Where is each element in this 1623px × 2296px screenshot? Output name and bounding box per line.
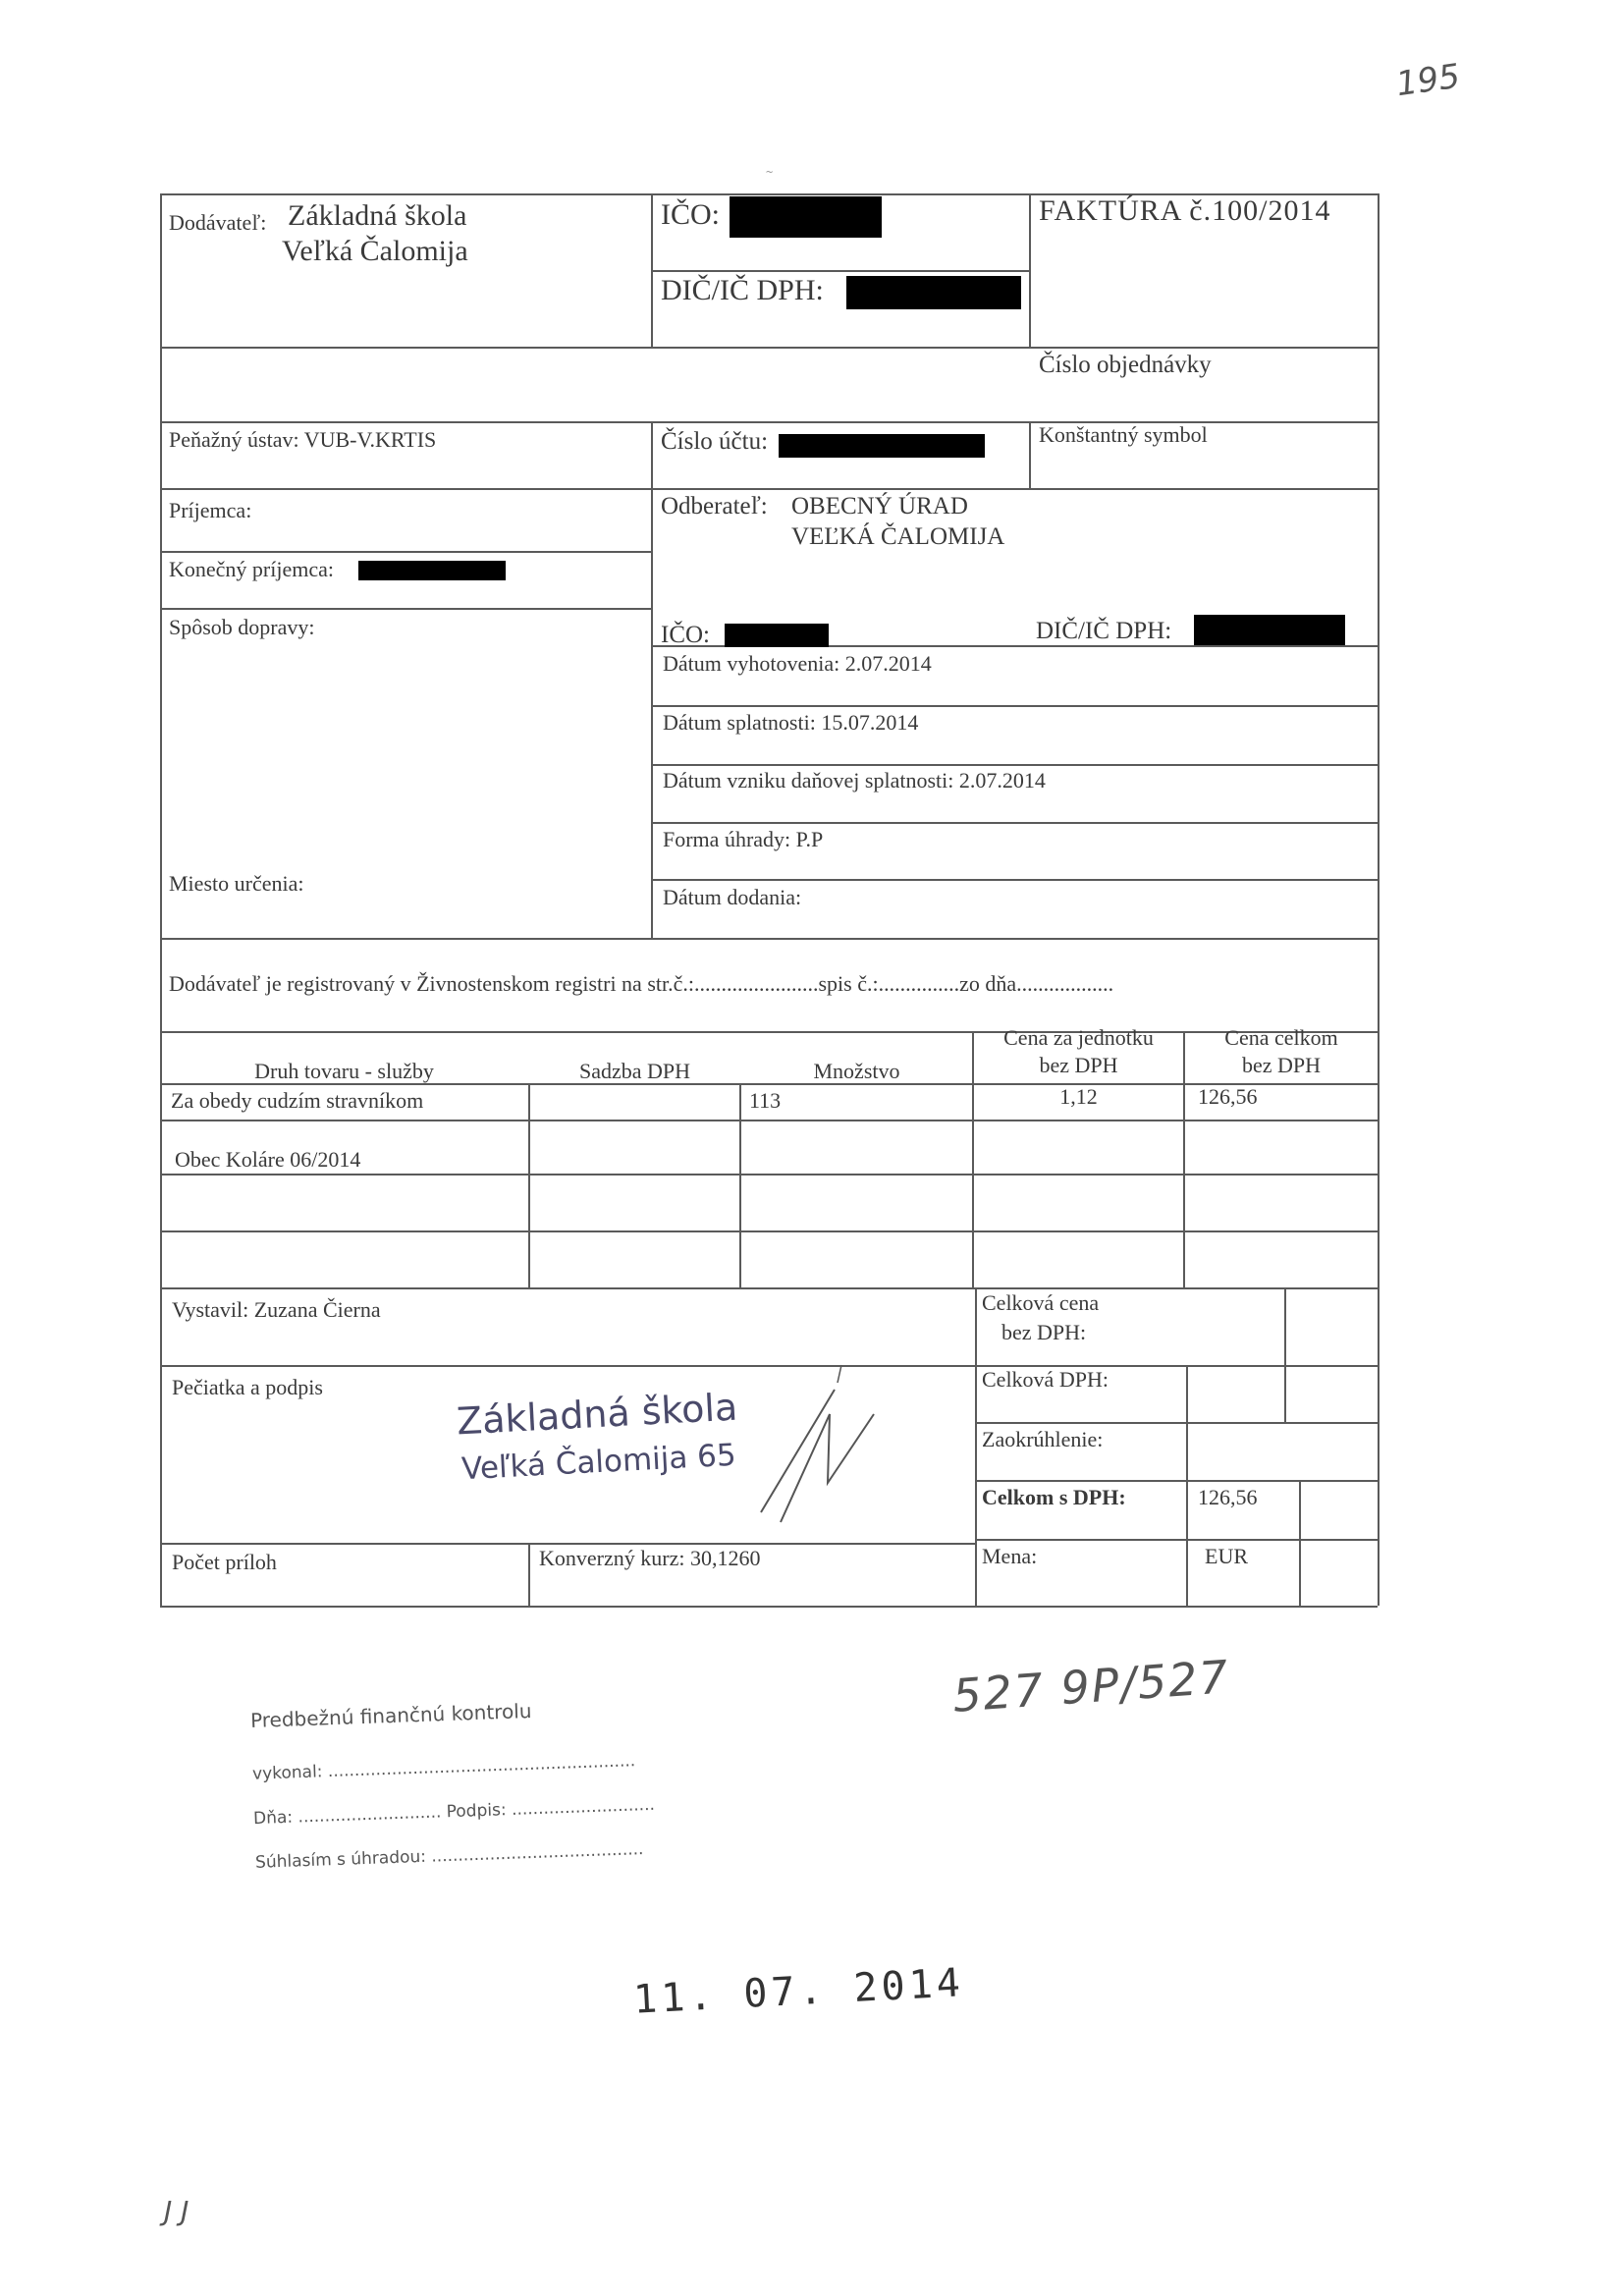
date-issued: Dátum vyhotovenia: 2.07.2014 (663, 651, 932, 676)
col-header-goods: Druh tovaru - služby (254, 1059, 434, 1083)
bank-label (169, 427, 436, 453)
customer-name-line1: OBECNÝ ÚRAD (791, 493, 968, 519)
final-recipient-label: Konečný príjemca: (169, 557, 334, 581)
date-tax-point: Dátum vzniku daňovej splatnosti: 2.07.2014 (663, 768, 1046, 793)
supplier-name-line1: Základná škola (288, 199, 467, 232)
handwritten-reference: 527 9P/527 (950, 1650, 1232, 1722)
payment-form: Forma úhrady: P.P (663, 827, 824, 851)
control-stamp-line1: vykonal: .......................................................... (251, 1751, 636, 1784)
supplier-dic-label: DIČ/IČ DPH: (661, 274, 824, 306)
customer-ico-redacted (725, 624, 829, 647)
signature-icon (741, 1355, 879, 1542)
rounding-label: Zaokrúhlenie: (982, 1427, 1104, 1451)
total-vat-label: Celková DPH: (982, 1367, 1109, 1392)
supplier-dic-redacted (846, 276, 1021, 309)
constant-symbol-label: Konštantný symbol (1039, 422, 1208, 447)
registry-line: Dodávateľ je registrovaný v Živnostenskom registri na str.č.:.......................spis č.:...............zo dňa.................. (169, 971, 1114, 996)
stamp-signature-label: Pečiatka a podpis (172, 1375, 323, 1399)
col-header-unit-price-1: Cena za jednotku (1003, 1025, 1154, 1050)
order-number-label: Číslo objednávky (1039, 352, 1212, 378)
bank-label-text: Peňažný ústav: (169, 427, 299, 452)
row-goods: Obec Koláre 06/2014 (175, 1147, 361, 1172)
customer-dic-redacted (1194, 615, 1345, 645)
col-header-total-2: bez DPH (1241, 1053, 1322, 1077)
attachments-label: Počet príloh (172, 1550, 277, 1574)
supplier-name-line2: Veľká Čalomija (282, 235, 468, 267)
final-recipient-redacted (358, 561, 506, 580)
bottom-initials: J J (164, 2195, 189, 2227)
school-stamp-line1: Základná škola (456, 1385, 739, 1444)
total-no-vat-label-2: bez DPH: (1001, 1320, 1087, 1344)
school-stamp-line2: Veľká Čalomija 65 (460, 1437, 737, 1488)
customer-label: Odberateľ: (661, 493, 768, 519)
row-unit-price: 1,12 (1059, 1084, 1098, 1109)
currency-label: Mena: (982, 1544, 1038, 1568)
corner-handwritten-number: 195 (1393, 56, 1463, 105)
control-stamp-line3: Súhlasím s úhradou: ........................................ (254, 1839, 644, 1873)
control-stamp-line2: Dňa: ........................... Podpis: ........................... (252, 1794, 656, 1830)
col-header-quantity: Množstvo (813, 1059, 900, 1083)
col-header-unit-price-2: bez DPH (1039, 1053, 1118, 1077)
supplier-label: Dodávateľ: (169, 210, 267, 235)
customer-dic-label: DIČ/IČ DPH: (1036, 618, 1172, 644)
bank-value: VUB-V.KRTIS (303, 427, 437, 452)
customer-name-line2: VEĽKÁ ČALOMIJA (791, 523, 1005, 550)
invoice-title: FAKTÚRA č.100/2014 (1039, 194, 1331, 227)
issued-by: Vystavil: Zuzana Čierna (172, 1297, 381, 1322)
top-smudge: ~ (766, 165, 774, 179)
date-delivery: Dátum dodania: (663, 885, 802, 909)
control-stamp-title: Predbežnú finančnú kontrolu (249, 1699, 532, 1732)
destination-label: Miesto určenia: (169, 871, 304, 896)
row-quantity: 113 (749, 1088, 782, 1113)
row-goods: Za obedy cudzím stravníkom (171, 1088, 424, 1113)
col-header-vat-rate: Sadzba DPH (578, 1059, 691, 1083)
transport-label: Spôsob dopravy: (169, 615, 315, 639)
currency-value: EUR (1205, 1544, 1248, 1568)
total-with-vat-label: Celkom s DPH: (982, 1485, 1126, 1509)
account-label: Číslo účtu: (661, 428, 769, 455)
total-no-vat-label-1: Celková cena (982, 1290, 1100, 1315)
supplier-ico-label: IČO: (661, 198, 720, 231)
total-with-vat-value: 126,56 (1198, 1485, 1258, 1509)
date-due: Dátum splatnosti: 15.07.2014 (663, 710, 919, 735)
exchange-rate: Konverzný kurz: 30,1260 (539, 1546, 761, 1570)
col-header-total-1: Cena celkom (1224, 1025, 1338, 1050)
recipient-label: Príjemca: (169, 498, 252, 522)
supplier-ico-redacted (730, 196, 882, 238)
customer-ico-label: IČO: (661, 622, 710, 648)
account-redacted (779, 434, 985, 458)
received-date-stamp: 11. 07. 2014 (632, 1960, 965, 2023)
row-total: 126,56 (1198, 1084, 1258, 1109)
